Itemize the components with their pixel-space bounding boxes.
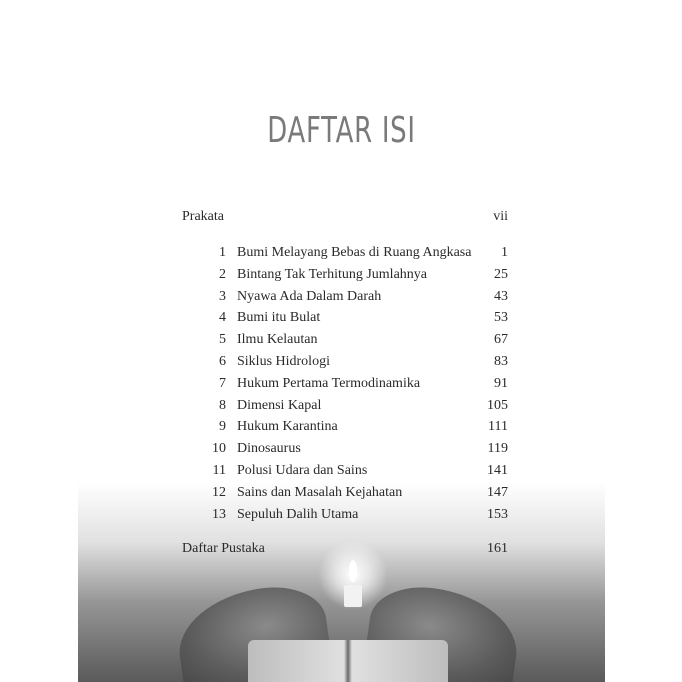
- toc-page-number: 25: [494, 266, 508, 282]
- toc-page-number: 1: [501, 245, 508, 260]
- toc-page-number: 53: [494, 310, 508, 326]
- toc-entry: [182, 329, 508, 351]
- toc-entry: [182, 395, 508, 417]
- toc-chapter-number: 13: [212, 506, 226, 522]
- toc-chapter-number: 7: [219, 375, 226, 391]
- toc-label: Sains dan Masalah Kejahatan: [237, 484, 403, 500]
- toc-chapter-number: 12: [212, 484, 226, 500]
- toc-label: Siklus Hidrologi: [237, 354, 330, 369]
- toc-chapter-number: 10: [212, 441, 226, 457]
- toc-label: Hukum Pertama Termodinamika: [237, 375, 421, 391]
- toc-page-number: 141: [487, 463, 508, 478]
- toc-label: Ilmu Kelautan: [237, 332, 318, 348]
- toc-label: Bintang Tak Terhitung Jumlahnya: [237, 266, 427, 282]
- toc-page-number: 43: [494, 288, 508, 304]
- toc-page-number: 153: [487, 506, 508, 522]
- toc-chapter-number: 2: [219, 266, 226, 282]
- toc-entry-daftar-pustaka: [182, 538, 508, 560]
- toc-entry: [182, 264, 508, 286]
- toc-entry: [182, 307, 508, 329]
- toc-chapter-number: 11: [212, 463, 226, 478]
- toc-chapter-number: 9: [219, 419, 226, 435]
- toc-page-number: 83: [494, 354, 508, 369]
- toc-page-number: vii: [493, 209, 508, 224]
- toc-chapter-number: 4: [219, 310, 226, 326]
- toc-entry: [182, 351, 508, 373]
- page-title: DAFTAR ISI: [267, 110, 416, 151]
- toc-page-number: 147: [487, 484, 508, 500]
- toc-label: Bumi itu Bulat: [237, 310, 321, 326]
- toc-entry: [182, 416, 508, 438]
- toc-chapter-number: 5: [219, 332, 226, 348]
- book-page: [78, 0, 605, 682]
- toc-entry: [182, 286, 508, 308]
- toc-page-number: 161: [487, 541, 508, 556]
- toc-chapter-number: 6: [219, 354, 226, 369]
- toc-label: Bumi Melayang Bebas di Ruang Angkasa: [237, 245, 472, 260]
- toc-label: Polusi Udara dan Sains: [237, 463, 368, 478]
- open-book-image: [248, 640, 448, 682]
- toc-label: Prakata: [182, 209, 224, 224]
- toc-label: Dimensi Kapal: [237, 397, 322, 413]
- toc-chapter-number: 3: [219, 288, 226, 304]
- candle-flame-icon: [349, 560, 357, 582]
- toc-entry: [182, 504, 508, 526]
- toc-entry-prakata: [182, 206, 508, 228]
- toc-chapter-number: 1: [219, 245, 226, 260]
- toc-label: Dinosaurus: [237, 441, 301, 457]
- toc-entry: [182, 438, 508, 460]
- toc-entry: [182, 373, 508, 395]
- toc-label: Hukum Karantina: [237, 419, 338, 435]
- toc-entry: [182, 460, 508, 482]
- toc-label: Daftar Pustaka: [182, 541, 265, 556]
- toc-page-number: 105: [487, 397, 508, 413]
- toc-page-number: 111: [488, 419, 508, 435]
- toc-entry: [182, 482, 508, 504]
- toc-page-number: 67: [494, 332, 508, 348]
- toc-label: Sepuluh Dalih Utama: [237, 506, 359, 522]
- toc-page-number: 91: [494, 375, 508, 391]
- candle-icon: [344, 585, 362, 607]
- toc-chapter-number: 8: [219, 397, 226, 413]
- toc-label: Nyawa Ada Dalam Darah: [237, 288, 382, 304]
- toc-entry: [182, 242, 508, 264]
- toc-page-number: 119: [487, 441, 508, 457]
